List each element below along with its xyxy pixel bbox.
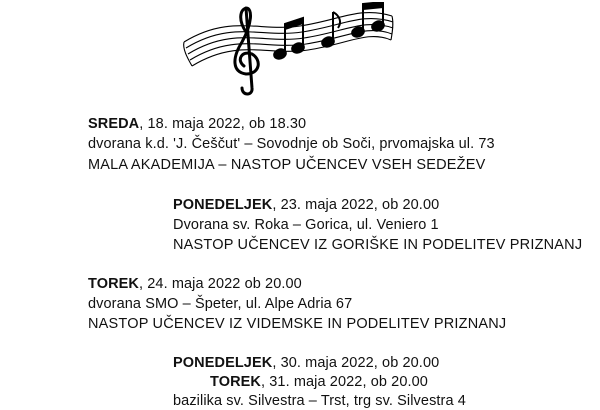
- event-4-date: , 30. maja 2022, ob 20.00: [272, 355, 440, 371]
- event-4-date-line-2: [210, 373, 428, 391]
- event-1-venue: dvorana k.d. 'J. Češčut' – Sovodnje ob Soči, prvomajska ul. 73: [88, 136, 495, 152]
- event-3-date: , 24. maja 2022 ob 20.00: [139, 276, 302, 292]
- music-notes-icon: [180, 2, 395, 97]
- event-4-date-line: [173, 354, 439, 372]
- event-2-venue: Dvorana sv. Roka – Gorica, ul. Veniero 1: [173, 217, 439, 233]
- event-1-day: SREDA: [88, 116, 140, 132]
- event-2-date: , 23. maja 2022, ob 20.00: [272, 197, 440, 213]
- event-3-title: NASTOP UČENCEV IZ VIDEMSKE IN PODELITEV PRIZNANJ: [88, 316, 507, 332]
- event-3-day: TOREK: [88, 276, 139, 292]
- event-4-day-2: TOREK: [210, 374, 261, 390]
- event-1-date-line: [88, 115, 306, 133]
- event-3-date-line: [88, 275, 302, 293]
- event-2-title: NASTOP UČENCEV IZ GORIŠKE IN PODELITEV PRIZNANJ: [173, 237, 583, 253]
- event-1-date: , 18. maja 2022, ob 18.30: [139, 116, 307, 132]
- event-1-title: MALA AKADEMIJA – NASTOP UČENCEV VSEH SEDEŽEV: [88, 157, 486, 173]
- event-2-day: PONEDELJEK: [173, 197, 273, 213]
- event-3-venue: dvorana SMO – Špeter, ul. Alpe Adria 67: [88, 296, 353, 312]
- event-4-day: PONEDELJEK: [173, 355, 273, 371]
- event-4-date-2: , 31. maja 2022, ob 20.00: [261, 374, 428, 390]
- event-4-venue: bazilika sv. Silvestra – Trst, trg sv. Silvestra 4: [173, 393, 466, 409]
- event-2-date-line: [173, 196, 439, 214]
